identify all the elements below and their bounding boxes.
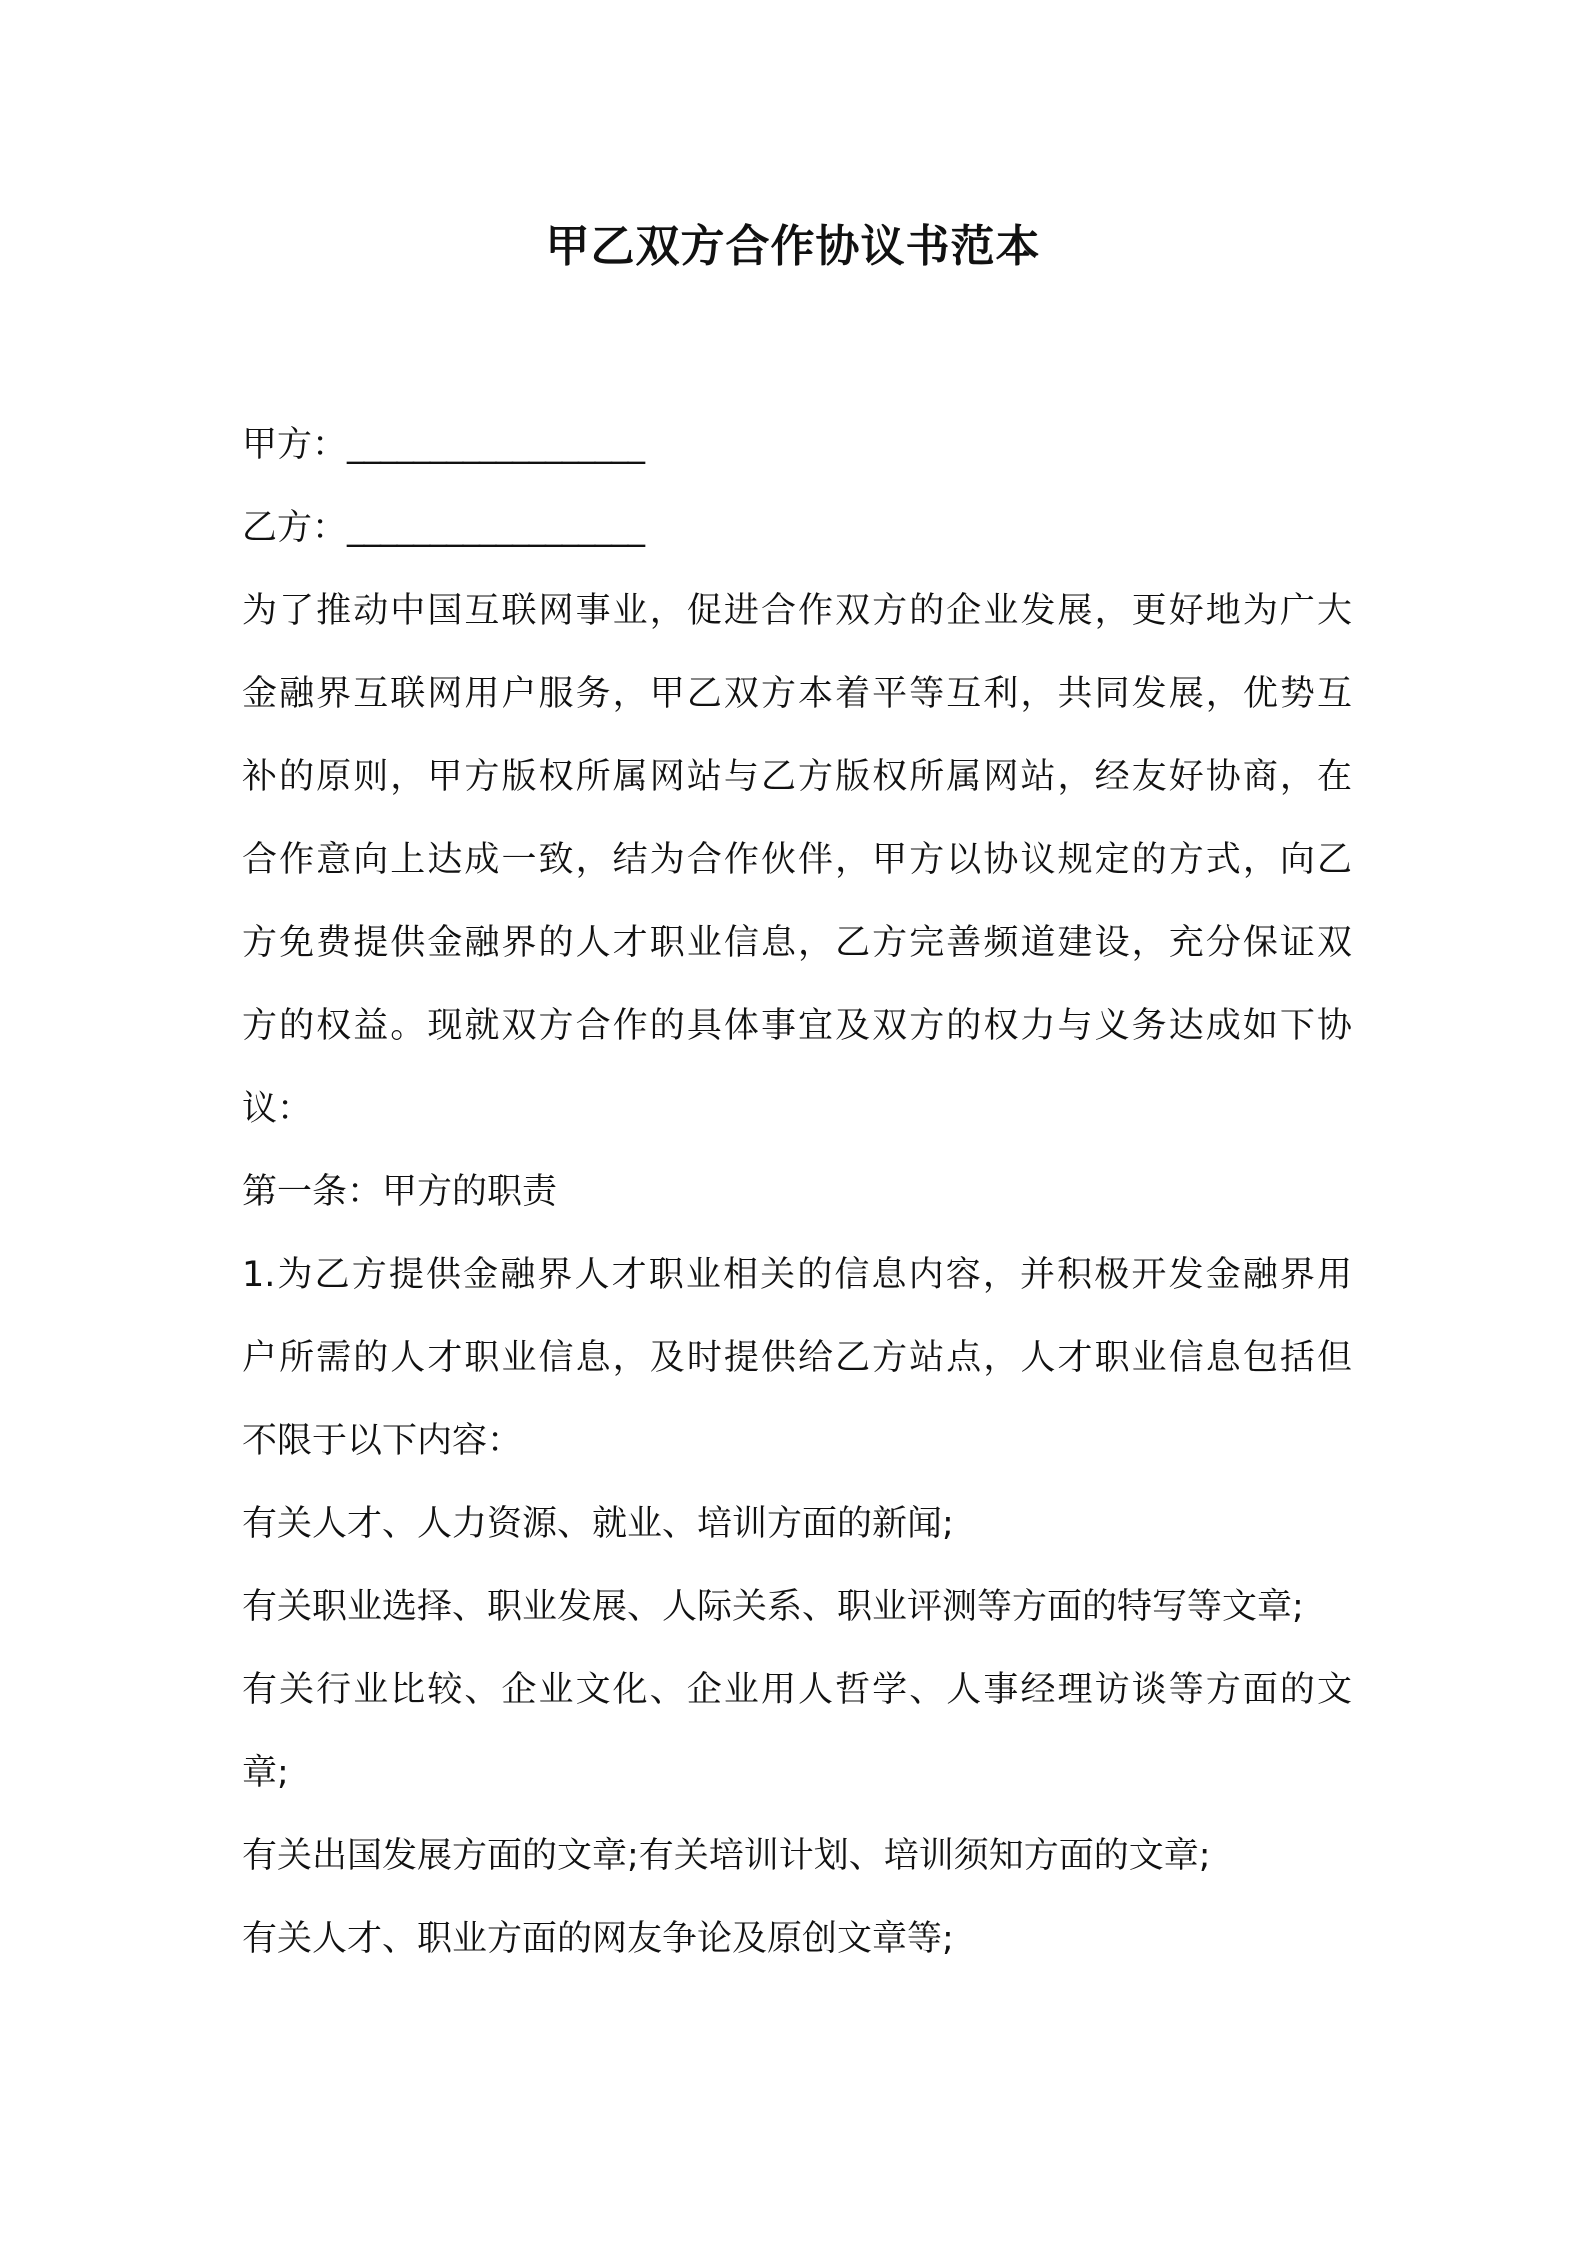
item-1-paragraph bbox=[242, 1234, 1352, 1483]
intro-line: 金融界互联网用户服务，甲乙双方本着平等互利，共同发展，优势互 bbox=[242, 674, 1352, 714]
content-item: 章; bbox=[242, 1753, 289, 1793]
content-item: 有关人才、职业方面的网友争论及原创文章等; bbox=[242, 1919, 954, 1959]
party-a-blank: __________________ bbox=[347, 425, 645, 465]
intro-line: 议： bbox=[242, 1089, 313, 1129]
intro-line: 方的权益。现就双方合作的具体事宜及双方的权力与义务达成如下协 bbox=[242, 1006, 1352, 1046]
party-a-line bbox=[242, 404, 1352, 487]
content-item: 有关行业比较、企业文化、企业用人哲学、人事经理访谈等方面的文 bbox=[242, 1670, 1352, 1710]
intro-line: 合作意向上达成一致，结为合作伙伴，甲方以协议规定的方式，向乙 bbox=[242, 840, 1352, 880]
content-item: 有关人才、人力资源、就业、培训方面的新闻; bbox=[242, 1504, 954, 1544]
intro-paragraph bbox=[242, 570, 1352, 1151]
document-body bbox=[242, 404, 1352, 1981]
intro-line: 为了推动中国互联网事业，促进合作双方的企业发展，更好地为广大 bbox=[242, 591, 1352, 631]
document-title: 甲乙双方合作协议书范本 bbox=[545, 221, 1041, 272]
party-b-label: 乙方： bbox=[242, 508, 348, 548]
intro-line: 方免费提供金融界的人才职业信息，乙方完善频道建设，充分保证双 bbox=[242, 923, 1352, 963]
item-1-line: 不限于以下内容： bbox=[242, 1421, 523, 1461]
party-b-line bbox=[242, 487, 1352, 570]
content-list bbox=[242, 1483, 1352, 1981]
item-1-line: 户所需的人才职业信息，及时提供给乙方站点，人才职业信息包括但 bbox=[242, 1338, 1352, 1378]
party-a-label: 甲方： bbox=[242, 425, 348, 465]
content-item: 有关职业选择、职业发展、人际关系、职业评测等方面的特写等文章; bbox=[242, 1587, 1304, 1627]
intro-line: 补的原则，甲方版权所属网站与乙方版权所属网站，经友好协商，在 bbox=[242, 757, 1352, 797]
item-1-line: 1.为乙方提供金融界人才职业相关的信息内容，并积极开发金融界用 bbox=[242, 1255, 1352, 1295]
content-item: 有关出国发展方面的文章;有关培训计划、培训须知方面的文章; bbox=[242, 1836, 1211, 1876]
article-1-heading: 第一条：甲方的职责 bbox=[242, 1172, 558, 1212]
party-b-blank: __________________ bbox=[347, 508, 645, 548]
